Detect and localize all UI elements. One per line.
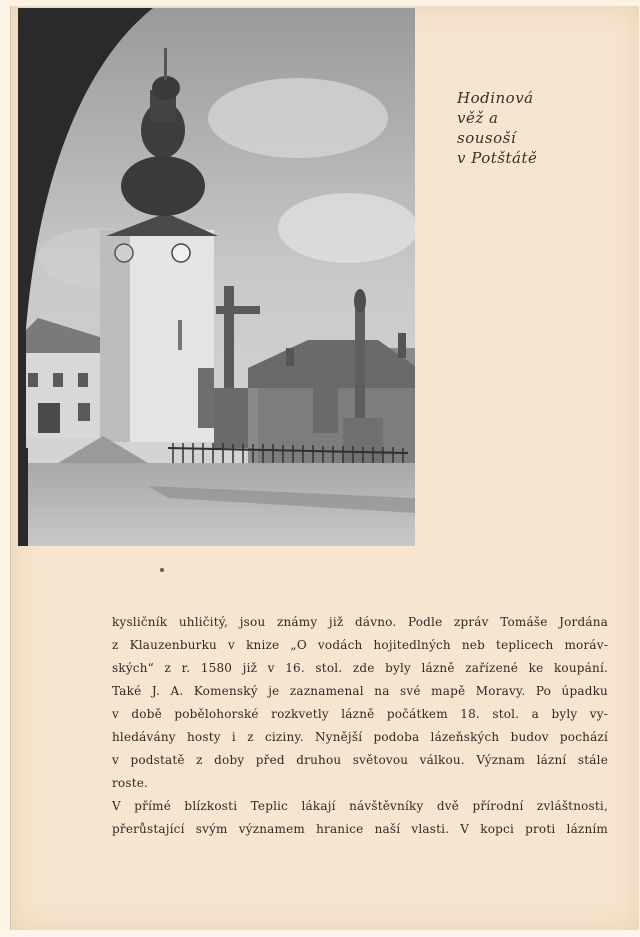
page-edge (0, 930, 640, 937)
tower-photo (18, 8, 415, 546)
body-line: roste. (112, 776, 149, 790)
body-line: v době pobělohorské rozkvetly lázně počátkem 18. stol. a byly vy- (112, 707, 608, 721)
ink-speck (160, 568, 164, 572)
body-paragraphs (112, 611, 608, 841)
body-line: v podstatě z doby před druhou světovou válkou. Význam lázní stále (112, 753, 608, 767)
photo-illustration (18, 8, 415, 546)
photo-caption (457, 88, 537, 168)
caption-line: Hodinová (457, 89, 534, 107)
body-line: kysličník uhličitý, jsou známy již dávno. Podle zpráv Tomáše Jordána (112, 615, 608, 629)
caption-line: v Potštátě (457, 149, 538, 167)
body-line: přerůstající svým významem hranice naší vlasti. V kopci proti lázním (112, 822, 608, 836)
body-line: V přímé blízkosti Teplic lákají návštěvníky dvě přírodní zvláštnosti, (112, 799, 608, 813)
body-line: Také J. A. Komenský je zaznamenal na své mapě Moravy. Po úpadku (112, 684, 608, 698)
caption-line: sousoší (457, 129, 517, 147)
caption-line: věž a (457, 109, 499, 127)
body-line: ských“ z r. 1580 již v 16. stol. zde byly lázně zařízené ke koupání. (112, 661, 608, 675)
body-line: z Klauzenburku v knize „O vodách hojitedlných neb teplicech moráv- (112, 638, 608, 652)
body-line: hledávány hosty i z ciziny. Nynější podoba lázeňských budov pochází (112, 730, 608, 744)
